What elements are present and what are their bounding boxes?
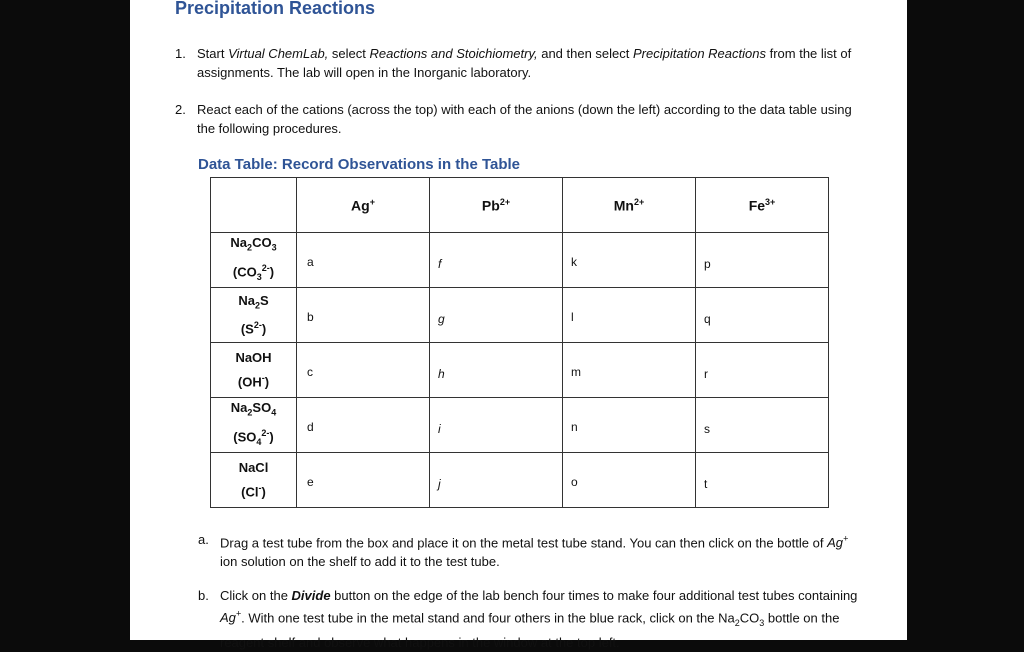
observation-cell [430,453,563,508]
step-2 [175,100,855,138]
cell-letter: d [307,420,314,434]
table-row [211,288,829,343]
cell-letter: j [438,477,441,491]
observation-cell [297,453,430,508]
observation-cell [696,453,829,508]
observation-cell [297,288,430,343]
observation-cell [563,398,696,453]
cell-letter: m [571,365,581,379]
cell-letter: c [307,365,313,379]
observation-cell [696,398,829,453]
table-title: Data Table: Record Observations in the Table [198,156,521,173]
observation-cell [696,343,829,398]
cell-letter: k [571,255,577,269]
observation-cell [430,343,563,398]
cell-letter: s [704,422,710,436]
cell-letter: g [438,312,445,326]
cation-header: $Fe^{3+}$ [696,178,829,233]
step-text: Start Virtual ChemLab, select Reactions and Stoichiometry, and then select Precipitation Reactions from the list of assignments. The lab will open in the Inorganic laboratory. [197,46,852,80]
header-row [211,178,829,233]
cation-header: Ag+ [297,178,430,233]
table-row [211,453,829,508]
substep-a [198,530,858,571]
observation-cell [430,233,563,288]
corner-cell [211,178,297,233]
table-row [211,398,829,453]
document-page [130,0,907,650]
cell-letter: b [307,310,314,324]
cell-letter: q [704,312,711,326]
anion-label: $Na_2CO_3$ $(CO_3^{2-})$ [211,233,297,288]
substep-b [198,586,858,652]
cell-letter: n [571,420,578,434]
cell-letter: p [704,257,711,271]
cell-letter: a [307,255,314,269]
observation-cell [563,233,696,288]
page-title: Precipitation Reactions [175,0,376,18]
observation-cell [563,288,696,343]
cell-letter: e [307,475,314,489]
cell-letter: i [438,422,441,436]
observation-cell [297,343,430,398]
cell-letter: o [571,475,578,489]
cell-letter: l [571,310,574,324]
observation-table [210,177,829,508]
observation-cell [430,398,563,453]
observation-cell [696,233,829,288]
observation-cell [563,453,696,508]
observation-cell [563,343,696,398]
step-text: React each of the cations (across the top) with each of the anions (down the left) according to the data table using the following procedures. [197,102,852,136]
table-row [211,343,829,398]
substep-label: a. [198,532,209,547]
anion-label: NaCl (Cl-) [211,453,297,508]
anion-label: $Na_2SO_4$ $(SO_4^{2-})$ [211,398,297,453]
cation-header: $Pb^{2+}$ [430,178,563,233]
anion-label: NaOH (OH-) [211,343,297,398]
anion-label: $Na_2S$ $(S^{2-})$ [211,288,297,343]
step-1 [175,44,855,82]
cell-letter: f [438,257,442,271]
observation-cell [696,288,829,343]
step-number: 2. [175,102,186,117]
observation-cell [297,398,430,453]
observation-cell [297,233,430,288]
substep-label: b. [198,588,209,603]
substep-text: Drag a test tube from the box and place it on the metal test tube stand. You can then click on the bottle of Ag+ ion solution on the shelf to add it to the test tube. [220,534,849,570]
cation-header: $Mn^{2+}$ [563,178,696,233]
table-row [211,233,829,288]
step-number: 1. [175,46,186,61]
substep-text: Click on the Divide button on the edge of the lab bench four times to make four additional test tubes containing Ag+. With one test tube in the metal stand and four others in the blue rack, click on the $Na_2CO_3$ bottle on the reagent shelf and observe what happens in the window at the top left. [220,588,858,650]
observation-cell [430,288,563,343]
cell-letter: h [438,367,445,381]
cell-letter: t [704,477,708,491]
cell-letter: r [704,367,708,381]
